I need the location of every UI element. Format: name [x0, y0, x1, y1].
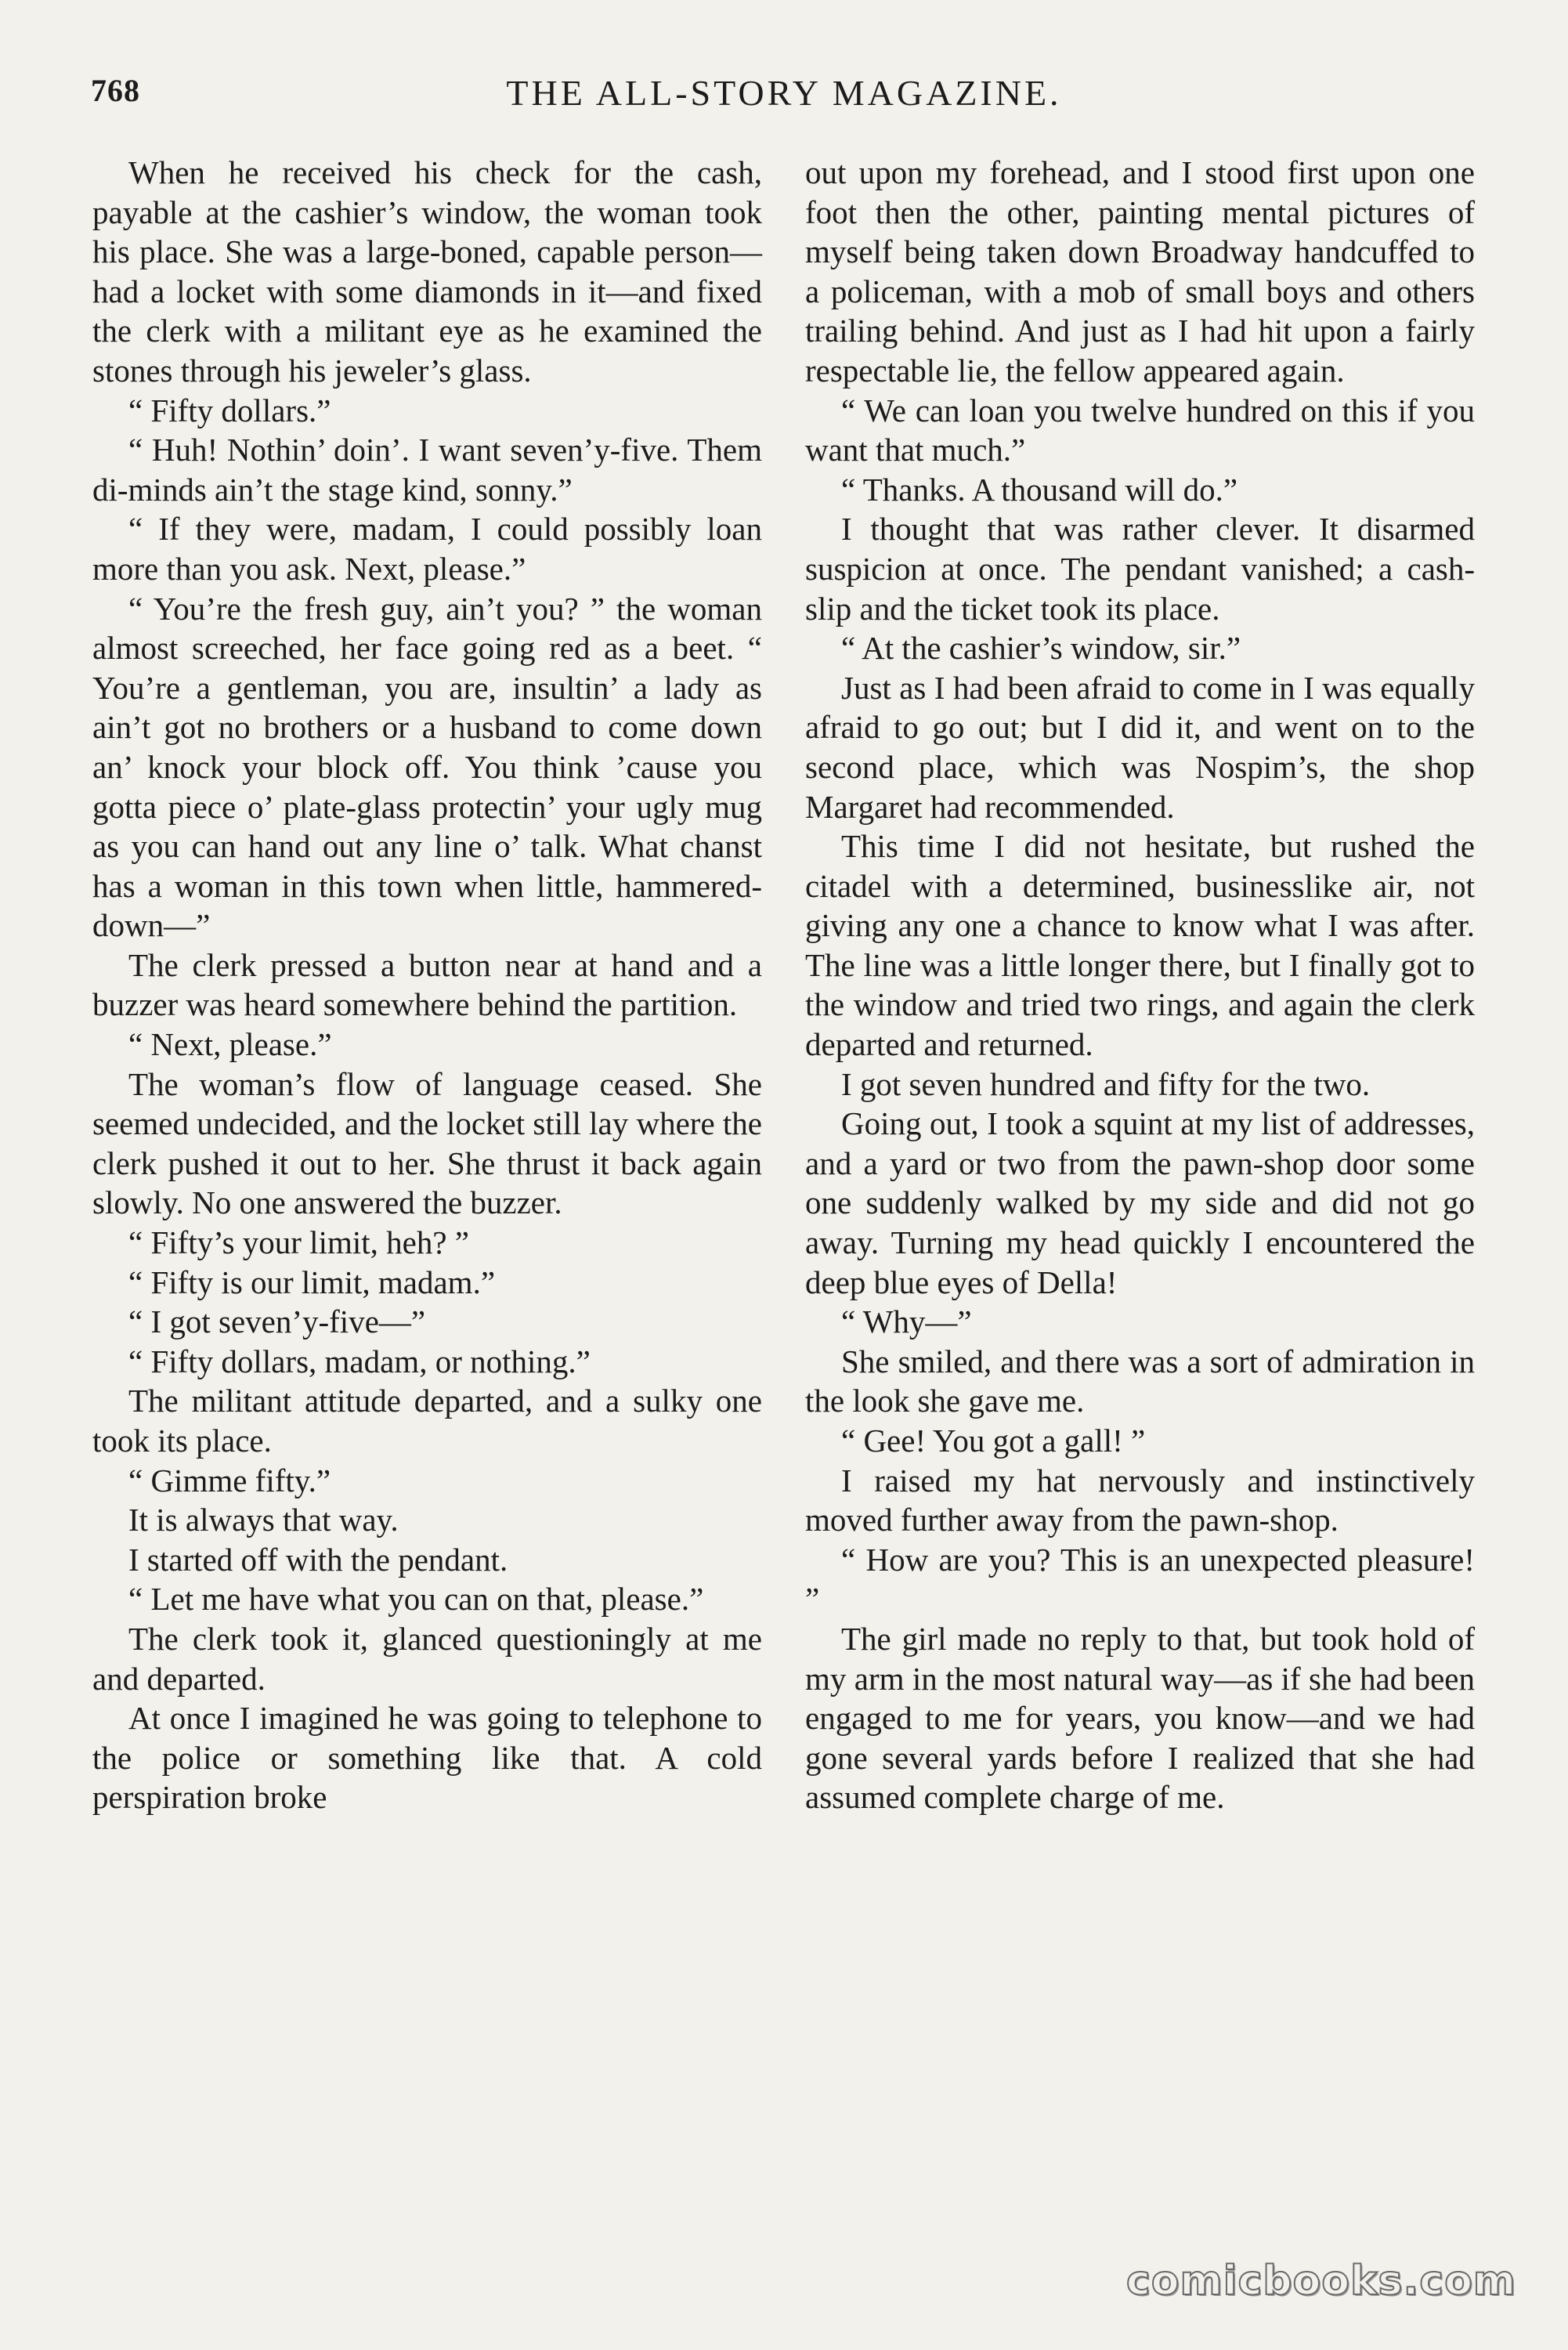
- paragraph: “ Fifty is our limit, madam.”: [128, 1264, 496, 1300]
- paragraph: This time I did not hesitate, but rushed the citadel with a determined, businesslike air, not giving any one a chance to know what I was after. The line was a little longer there, but I finally got to the window and tried two rings, and again the clerk departed and returned.: [805, 828, 1475, 1063]
- paragraph: I started off with the pendant.: [128, 1541, 508, 1578]
- running-head: [91, 72, 1477, 119]
- paragraph: At once I imagined he was going to telephone to the police or something like that. A cold perspiration broke: [92, 1700, 762, 1816]
- paragraph: “ How are you? This is an unexpected pleasure! ”: [805, 1541, 1475, 1618]
- paragraph: When he received his check for the cash, payable at the cashier’s window, the woman took his place. She was a large-boned, capable person—had a locket with some diamonds in it—and fixed the clerk with a militant eye as he examined the stones through his jeweler’s glass.: [92, 154, 762, 389]
- left-text-column: [92, 153, 762, 1817]
- paragraph: The clerk took it, glanced questioningly at me and departed.: [92, 1620, 762, 1697]
- paragraph: I raised my hat nervously and instinctively moved further away from the pawn-shop.: [805, 1462, 1475, 1538]
- paragraph: “ Next, please.”: [128, 1026, 332, 1063]
- page-number: 768: [91, 73, 140, 108]
- paragraph: “ We can loan you twelve hundred on this if you want that much.”: [805, 392, 1475, 468]
- paragraph: “ You’re the fresh guy, ain’t you? ” the woman almost screeched, her face going red as a beet. “ You’re a gentleman, you are, insultin’ a lady as ain’t got no brothers or a husband to come down an’ knock your block off. You think ’cause you gotta piece o’ plate-glass protectin’ your ugly mug as you can hand out any line o’ talk. What chanst has a woman in this town when little, hammered-down—”: [92, 590, 762, 944]
- paragraph: “ Huh! Nothin’ doin’. I want seven’y-five. Them di-minds ain’t the stage kind, sonny.”: [92, 432, 762, 508]
- paragraph: The woman’s flow of language ceased. She seemed undecided, and the locket still lay where the clerk pushed it out to her. She thrust it back again slowly. No one answered the buzzer.: [92, 1065, 762, 1221]
- paragraph: “ At the cashier’s window, sir.”: [841, 630, 1241, 667]
- paragraph: “ Fifty’s your limit, heh? ”: [128, 1224, 469, 1261]
- magazine-title: THE ALL-STORY MAGAZINE.: [506, 73, 1062, 113]
- paragraph: She smiled, and there was a sort of admiration in the look she gave me.: [805, 1343, 1475, 1419]
- paragraph: “ I got seven’y-five—”: [128, 1303, 426, 1340]
- paragraph: The girl made no reply to that, but took hold of my arm in the most natural way—as if she had been engaged to me for years, you know—and we had gone several yards before I realized that she had assumed complete charge of me.: [805, 1620, 1475, 1816]
- paragraph: “ Fifty dollars.”: [128, 392, 331, 428]
- paragraph: out upon my forehead, and I stood first upon one foot then the other, painting mental pictures of myself being taken down Broadway handcuffed to a policeman, with a mob of small boys and others trailing behind. And just as I had hit upon a fairly respectable lie, the fellow appeared again.: [805, 154, 1475, 389]
- right-text-column: [805, 153, 1475, 1817]
- paragraph: I got seven hundred and fifty for the two.: [841, 1065, 1371, 1102]
- paragraph: “ Gee! You got a gall! ”: [841, 1423, 1146, 1459]
- site-watermark: comicbooks.com: [1125, 2258, 1516, 2305]
- paragraph: “ If they were, madam, I could possibly loan more than you ask. Next, please.”: [92, 511, 762, 587]
- paragraph: The clerk pressed a button near at hand and a buzzer was heard somewhere behind the partition.: [92, 946, 762, 1023]
- paragraph: Just as I had been afraid to come in I was equally afraid to go out; but I did it, and went on to the second place, which was Nospim’s, the shop Margaret had recommended.: [805, 669, 1475, 825]
- paragraph: “ Gimme fifty.”: [128, 1462, 331, 1499]
- paragraph: “ Thanks. A thousand will do.”: [841, 471, 1238, 508]
- paragraph: “ Fifty dollars, madam, or nothing.”: [128, 1343, 591, 1379]
- paragraph: The militant attitude departed, and a sulky one took its place.: [92, 1383, 762, 1459]
- paragraph: “ Let me have what you can on that, please.”: [128, 1581, 704, 1618]
- paragraph: “ Why—”: [841, 1303, 972, 1340]
- paragraph: It is always that way.: [128, 1502, 399, 1538]
- paragraph: Going out, I took a squint at my list of addresses, and a yard or two from the pawn-shop door some one suddenly walked by my side and did not go away. Turning my head quickly I encountered the deep blue eyes of Della!: [805, 1105, 1475, 1300]
- paragraph: I thought that was rather clever. It disarmed suspicion at once. The pendant vanished; a cash-slip and the ticket took its place.: [805, 511, 1475, 627]
